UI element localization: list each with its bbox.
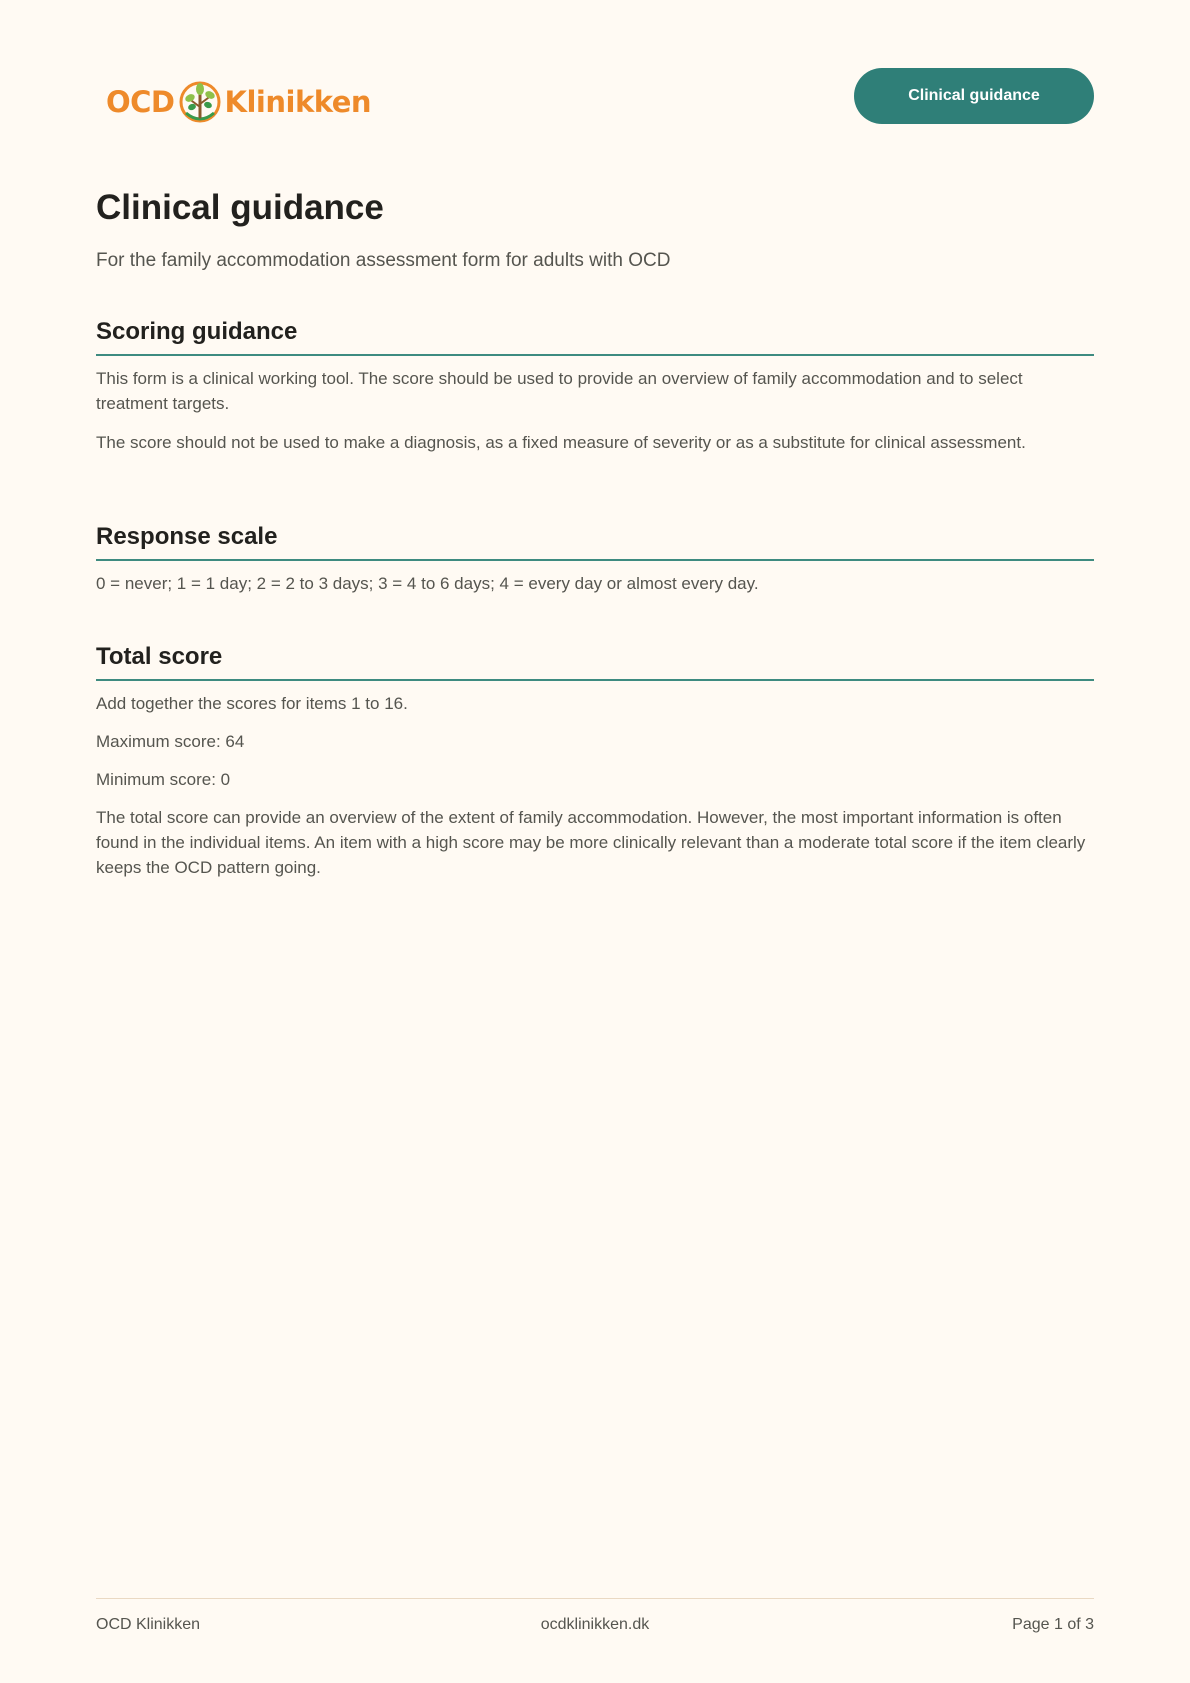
logo-text-klinikken: Klinikken: [224, 85, 372, 119]
page-title: Clinical guidance: [96, 188, 384, 227]
logo-text-ocd: OCD: [106, 85, 175, 119]
section-scoring-guidance: [96, 318, 1094, 455]
section-heading: Response scale: [96, 523, 1094, 561]
section-heading: Scoring guidance: [96, 318, 1094, 356]
section-total-score: [96, 643, 1094, 880]
footer-page-number: Page 1 of 3: [1012, 1616, 1094, 1633]
page-header: [96, 68, 1094, 124]
paragraph: The total score can provide an overview of the extent of family accommodation. However, the most important information is often found in the individual items. An item with a high score may be more clinically relevant than a moderate total score if the item clearly keeps the OCD pattern going.: [96, 808, 1086, 877]
tree-in-circle-icon: [177, 77, 223, 127]
paragraph: The score should not be used to make a diagnosis, as a fixed measure of severity or as a substitute for clinical assessment.: [96, 433, 1026, 452]
paragraph: Add together the scores for items 1 to 16.: [96, 694, 408, 713]
section-response-scale: [96, 523, 1094, 596]
page-subtitle: For the family accommodation assessment form for adults with OCD: [96, 250, 671, 271]
clinical-guidance-badge[interactable]: Clinical guidance: [854, 68, 1094, 124]
paragraph: Minimum score: 0: [96, 770, 231, 789]
footer-organization: OCD Klinikken: [96, 1616, 201, 1633]
footer-website-link[interactable]: ocdklinikken.dk: [540, 1616, 650, 1633]
paragraph: This form is a clinical working tool. The score should be used to provide an overview of family accommodation and to select treatment targets.: [96, 369, 1023, 413]
section-heading: Total score: [96, 643, 1094, 681]
page-footer: [96, 1598, 1094, 1633]
paragraph: Maximum score: 64: [96, 732, 245, 751]
ocd-klinikken-logo: [106, 80, 371, 124]
paragraph: 0 = never; 1 = 1 day; 2 = 2 to 3 days; 3 = 4 to 6 days; 4 = every day or almost every day.: [96, 574, 759, 593]
